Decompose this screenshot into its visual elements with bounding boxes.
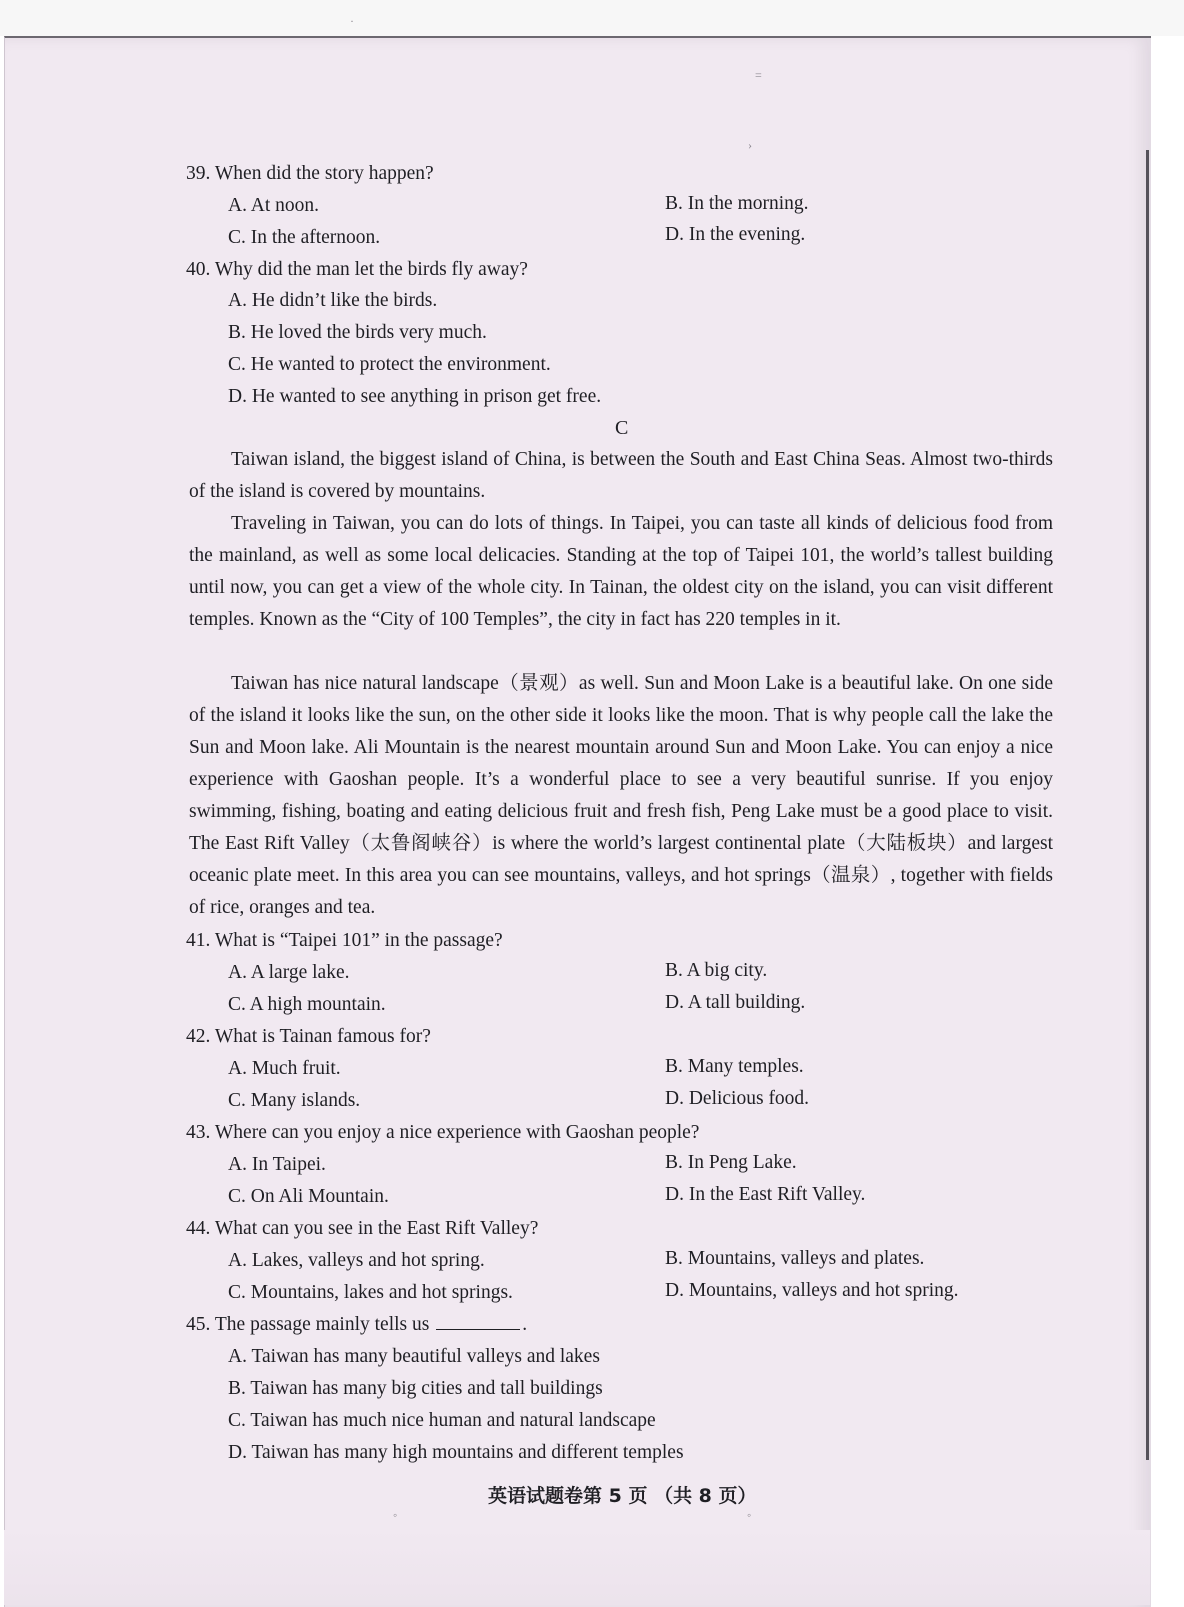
- question-45-stem-text: 45. The passage mainly tells us: [186, 1314, 430, 1335]
- question-45-option-c: C. Taiwan has much nice human and natural landscape: [228, 1410, 656, 1431]
- question-41-option-c: C. A high mountain.: [228, 994, 386, 1015]
- question-42-stem: 42. What is Tainan famous for?: [186, 1026, 431, 1047]
- page-footer: 英语试题卷第 5 页 （共 8 页）: [488, 1485, 757, 1507]
- scan-speck: ·: [350, 14, 354, 28]
- question-40-option-c: C. He wanted to protect the environment.: [228, 354, 551, 375]
- question-44-stem: 44. What can you see in the East Rift Valley?: [186, 1218, 539, 1239]
- question-43-option-c: C. On Ali Mountain.: [228, 1186, 389, 1207]
- passage-paragraph-1: Taiwan island, the biggest island of China, is between the South and East China Seas. Almost two-thirds of the island is covered by mountains.: [189, 449, 1053, 502]
- question-40-stem: 40. Why did the man let the birds fly away?: [186, 259, 528, 280]
- question-39-stem: 39. When did the story happen?: [186, 163, 434, 184]
- question-39-option-b: B. In the morning.: [665, 193, 809, 214]
- question-41-option-b: B. A big city.: [665, 960, 768, 981]
- question-44-option-b: B. Mountains, valleys and plates.: [665, 1248, 925, 1269]
- question-41-option-a: A. A large lake.: [228, 962, 350, 983]
- passage-paragraph-3: Taiwan has nice natural landscape（景观）as well. Sun and Moon Lake is a beautiful lake. On one side of the island it looks like the sun, on the other side it looks like the moon. That is why people call the lake the Sun and Moon lake. Ali Mountain is the nearest mountain around Sun and Moon Lake. You can enjoy a nice experience with Gaoshan people. It’s a wonderful place to see a very beautiful sunrise. If you enjoy swimming, fishing, boating and eating delicious fruit and fresh fish, Peng Lake must be a good place to visit. The East Rift Valley（太鲁阁峡谷）is where the world’s largest continental plate（大陆板块）and largest oceanic plate meet. In this area you can see mountains, valleys, and hot springs（温泉）, together with fields of rice, oranges and tea.: [189, 673, 1053, 918]
- question-45-stem-end: .: [522, 1314, 528, 1335]
- scan-speck: =: [755, 68, 762, 82]
- question-43-option-a: A. In Taipei.: [228, 1154, 326, 1175]
- scan-background-top: [0, 0, 1184, 36]
- question-41-stem: 41. What is “Taipei 101” in the passage?: [186, 930, 503, 951]
- question-42-option-d: D. Delicious food.: [665, 1088, 810, 1109]
- question-45-option-d: D. Taiwan has many high mountains and different temples: [228, 1442, 684, 1463]
- passage-paragraph-2: Traveling in Taiwan, you can do lots of things. In Taipei, you can taste all kinds of delicious food from the mainland, as well as some local delicacies. Standing at the top of Taipei 101, the world’s tallest building until now, you can get a view of the whole city. In Tainan, the oldest city on the island, you can visit different temples. Known as the “City of 100 Temples”, the city in fact has 220 temples in it.: [189, 513, 1053, 630]
- question-39-option-c: C. In the afternoon.: [228, 227, 381, 248]
- question-39-option-d: D. In the evening.: [665, 224, 806, 245]
- question-45-option-a: A. Taiwan has many beautiful valleys and lakes: [228, 1346, 600, 1367]
- question-43-stem: 43. Where can you enjoy a nice experience with Gaoshan people?: [186, 1122, 700, 1143]
- question-45-stem: [186, 1314, 527, 1336]
- answer-blank: [436, 1328, 520, 1330]
- question-44-option-a: A. Lakes, valleys and hot spring.: [228, 1250, 485, 1271]
- question-40-option-d: D. He wanted to see anything in prison get free.: [228, 386, 602, 407]
- question-42-option-c: C. Many islands.: [228, 1090, 361, 1111]
- scan-speck: ◦: [747, 1508, 752, 1522]
- question-44-option-d: D. Mountains, valleys and hot spring.: [665, 1280, 959, 1301]
- sheet-right-edge: [1146, 150, 1149, 1460]
- question-45-option-b: B. Taiwan has many big cities and tall buildings: [228, 1378, 603, 1399]
- question-43-option-b: B. In Peng Lake.: [665, 1152, 797, 1173]
- question-39-option-a: A. At noon.: [228, 195, 320, 216]
- sheet-bottom-shade: [4, 1530, 1150, 1605]
- question-40-option-b: B. He loved the birds very much.: [228, 322, 487, 343]
- section-heading-c: C: [615, 417, 629, 439]
- question-43-option-d: D. In the East Rift Valley.: [665, 1184, 866, 1205]
- question-40-option-a: A. He didn’t like the birds.: [228, 290, 438, 311]
- question-42-option-a: A. Much fruit.: [228, 1058, 341, 1079]
- scan-speck: ◦: [393, 1508, 398, 1522]
- scan-speck: ›: [748, 138, 752, 152]
- question-41-option-d: D. A tall building.: [665, 992, 806, 1013]
- question-42-option-b: B. Many temples.: [665, 1056, 804, 1077]
- question-44-option-c: C. Mountains, lakes and hot springs.: [228, 1282, 513, 1303]
